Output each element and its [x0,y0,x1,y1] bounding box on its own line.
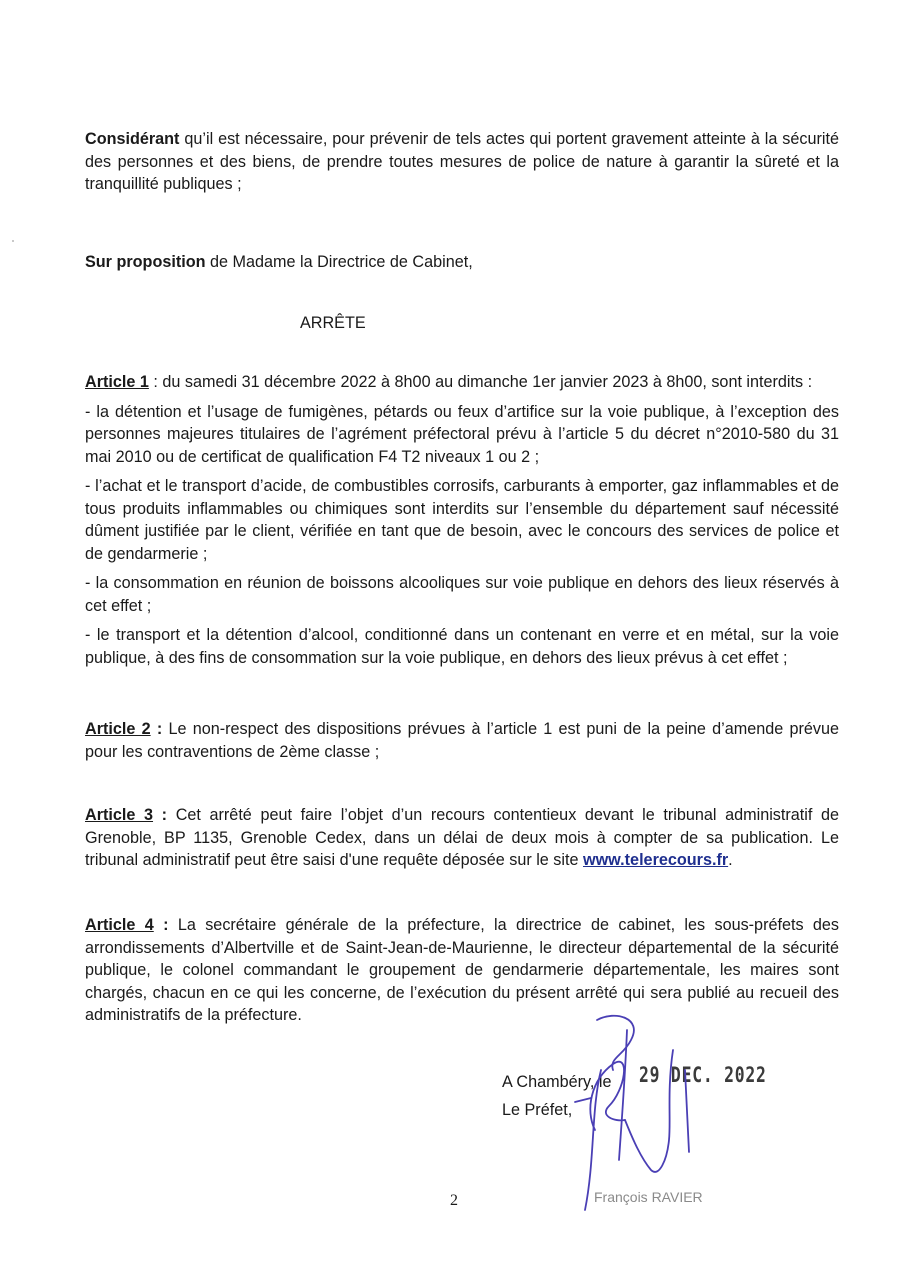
signer-name: François RAVIER [594,1189,703,1205]
scan-speck [12,240,14,242]
article-1-label: Article 1 [85,373,149,391]
article-3-label: Article 3 [85,806,154,824]
proposition-lead: Sur proposition [85,253,206,271]
article-1-item: - la détention et l’usage de fumigènes, pétards ou feux d’artifice sur la voie publique, à l’exception des personnes majeures titulaires de l’agrément préfectoral prévu à l’article 5 du décret n°2010-580 du 31 mai 2010 ou de certificat de qualification F4 T2 niveaux 1 ou 2 ; [85,402,839,466]
considerant-text: qu’il est nécessaire, pour prévenir de tels actes qui portent gravement atteinte à la sécurité des personnes et des biens, de prendre toutes mesures de police de nature à garantir la sûreté et la tranquillité publiques ; [85,130,839,193]
article-2 [85,718,839,763]
article-1-item: - la consommation en réunion de boissons alcooliques sur voie publique en dehors des lieux réservés à cet effet ; [85,574,839,615]
article-4-label: Article 4 [85,916,154,934]
signature-place: A Chambéry, le [502,1073,612,1091]
article-2-separator: : [150,720,169,738]
arrete-heading: ARRÊTE [300,314,366,332]
article-3-separator: : [153,806,176,824]
article-1-item: - le transport et la détention d’alcool, conditionné dans un contenant en verre et en métal, sur la voie publique, à des fins de consommation sur la voie publique, en dehors des lieux prévus à cet effet ; [85,626,839,667]
article-3 [85,804,839,872]
proposition-text: de Madame la Directrice de Cabinet, [205,253,473,271]
article-1-item: - l’achat et le transport d’acide, de combustibles corrosifs, carburants à emporter, gaz inflammables et de tous produits inflammables ou chimiques sont interdits sur l’ensemble du département sauf nécessité dûment justifiée par le client, vérifiée en tant que de besoin, avec le concours des services de police et de gendarmerie ; [85,477,839,563]
article-4-text: La secrétaire générale de la préfecture, la directrice de cabinet, les sous-préfets des arrondissements d’Albertville et de Saint-Jean-de-Maurienne, le directeur départemental de la sécurité publique, le colonel commandant le groupement de gendarmerie départementale, les maires sont chargés, chacun en ce qui les concerne, de l’exécution du présent arrêté qui sera publié au recueil des administratifs de la préfecture. [85,916,840,1024]
article-1 [85,371,839,669]
article-1-intro: : du samedi 31 décembre 2022 à 8h00 au dimanche 1er janvier 2023 à 8h00, sont interdits : [148,373,813,391]
considerant-paragraph [85,128,839,196]
page-number: 2 [450,1192,458,1209]
article-2-label: Article 2 [85,720,151,738]
telerecours-link[interactable]: www.telerecours.fr [583,851,729,869]
article-3-end: . [728,851,733,869]
article-3-text: Cet arrêté peut faire l’objet d’un recours contentieux devant le tribunal administratif de Grenoble, BP 1135, Grenoble Cedex, dans un délai de deux mois à compter de sa publication. Le tribunal administratif peut être saisi d'une requête déposée sur le site [85,806,840,869]
proposition-paragraph [85,251,839,274]
considerant-lead: Considérant [85,130,180,148]
article-2-text: Le non-respect des dispositions prévues à l’article 1 est puni de la peine d’amende prévue pour les contraventions de 2ème classe ; [85,720,839,761]
date-stamp: 29 DEC. 2022 [639,1063,767,1087]
article-4-separator: : [153,916,178,934]
signature-title: Le Préfet, [502,1101,573,1119]
